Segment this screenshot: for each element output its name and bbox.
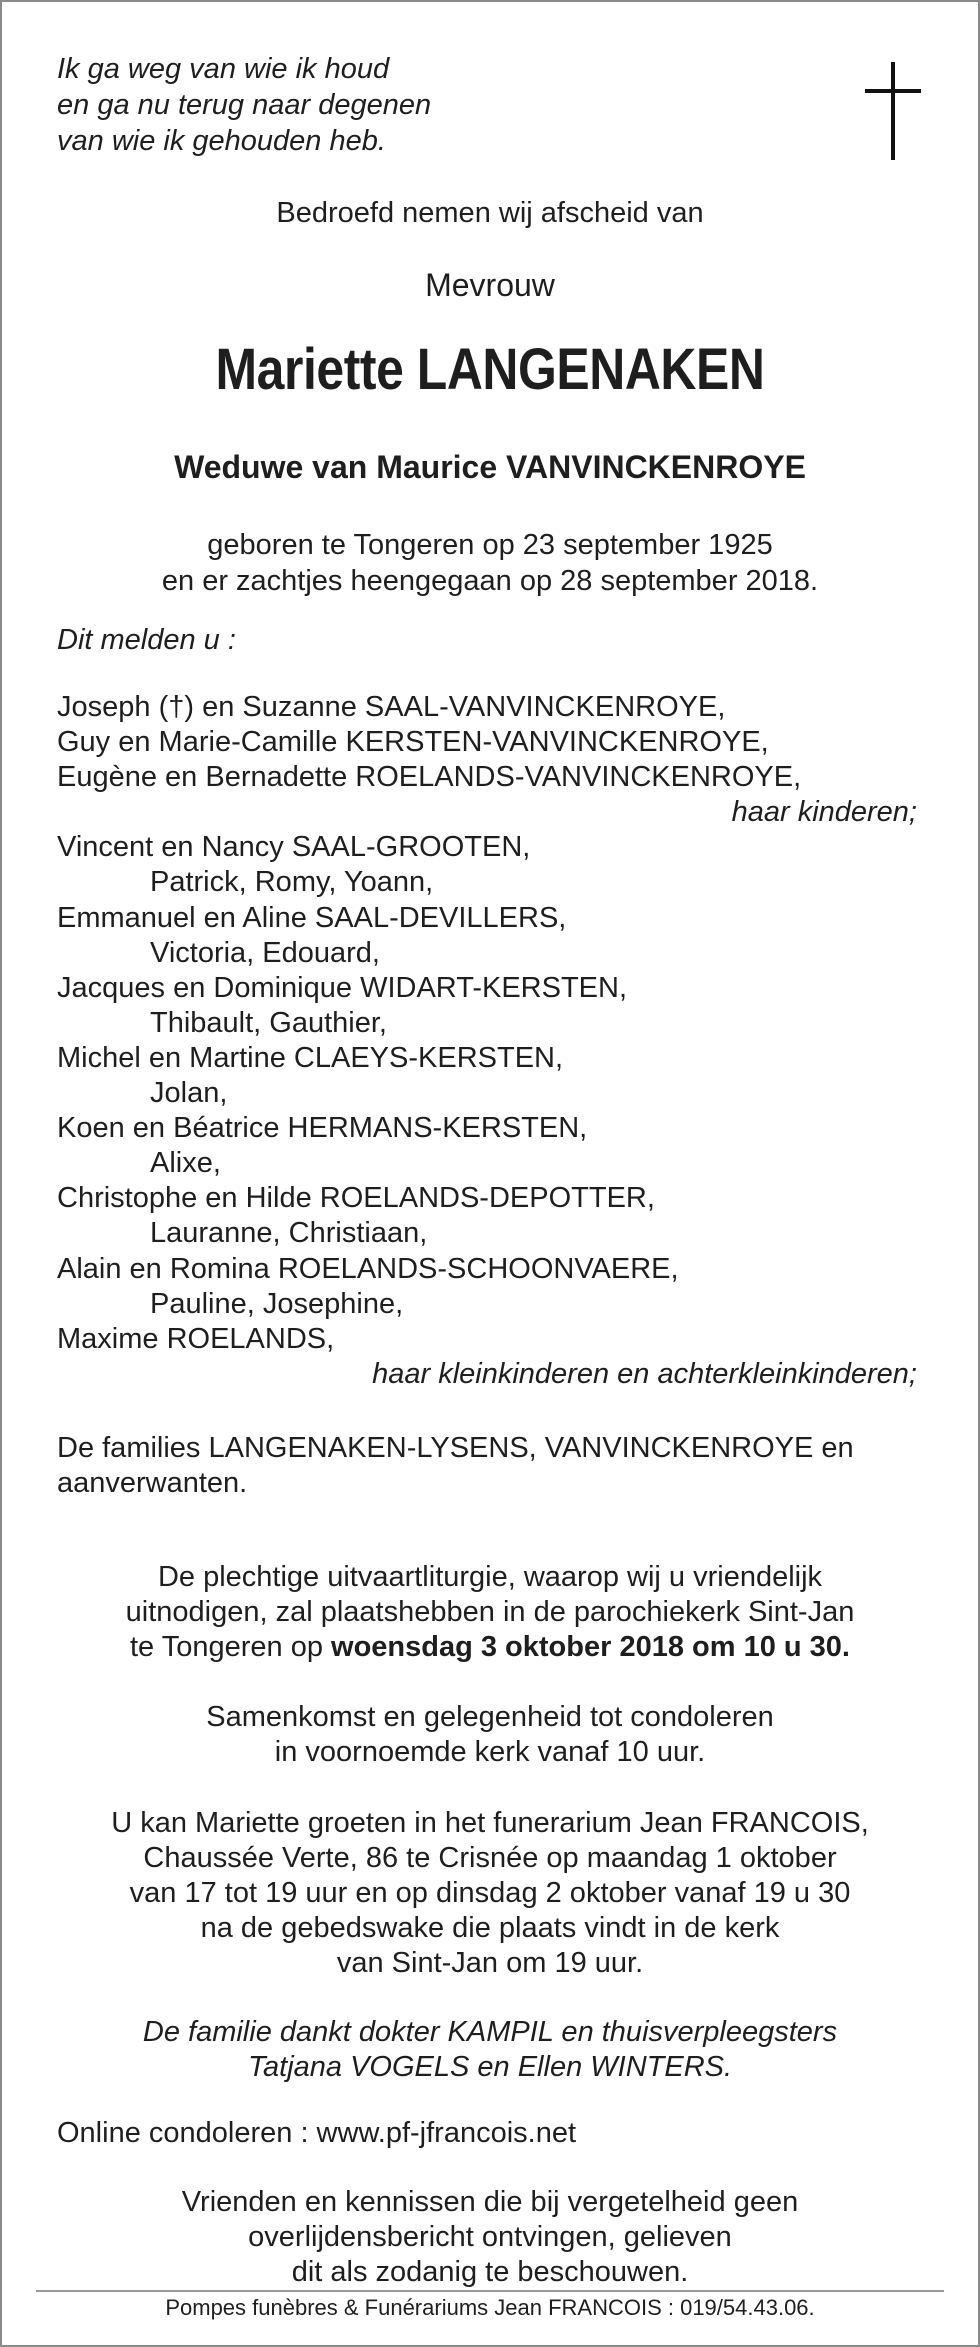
closing-line: dit als zodanig te beschouwen.	[291, 2256, 689, 2288]
lead-text: Bedroefd nemen wij afscheid van	[276, 197, 704, 229]
grandchild-entry: Michel en Martine CLAEYS-KERSTEN,	[57, 1041, 564, 1074]
visit-line: na de gebedswake die plaats vindt in de kerk	[200, 1912, 780, 1944]
children-label: haar kinderen;	[731, 796, 917, 829]
poem-line: van wie ik gehouden heb.	[57, 125, 386, 157]
footer-divider	[36, 2290, 944, 2292]
visit-line: Chaussée Verte, 86 te Crisnée op maandag 1 oktober	[143, 1842, 837, 1874]
birth-line: geboren te Tongeren op 23 september 1925	[207, 529, 773, 561]
closing-line: Vrienden en kennissen die bij vergetelheid geen	[181, 2186, 799, 2218]
visit-line: U kan Mariette groeten in het funerarium Jean FRANCOIS,	[111, 1807, 869, 1839]
families-line: De families LANGENAKEN-LYSENS, VANVINCKENROYE en	[57, 1432, 854, 1464]
grandchild-entry: Jacques en Dominique WIDART-KERSTEN,	[57, 971, 628, 1004]
grandchild-entry: Maxime ROELANDS,	[57, 1322, 335, 1355]
gathering-line: Samenkomst en gelegenheid tot condoleren	[206, 1701, 774, 1733]
death-line: en er zachtjes heengegaan op 28 september 2018.	[161, 565, 819, 597]
footer-funeral-home: Pompes funèbres & Funérariums Jean FRANCOIS : 019/54.43.06.	[165, 2295, 815, 2320]
funeral-line: De plechtige uitvaartliturgie, waarop wij u vriendelijk	[157, 1561, 823, 1593]
poem	[57, 51, 431, 159]
great-grandchild-entry: Jolan,	[150, 1077, 228, 1110]
cross-icon	[865, 62, 921, 160]
grandchild-entry: Alain en Romina ROELANDS-SCHOONVAERE,	[57, 1252, 679, 1285]
life-dates	[0, 527, 980, 599]
honorific: Mevrouw	[425, 267, 555, 303]
closing-line: overlijdensbericht ontvingen, gelieven	[248, 2221, 732, 2253]
families	[57, 1431, 854, 1501]
online-condolences: Online condoleren : www.pf-jfrancois.net	[57, 2117, 577, 2149]
grandchildren-label: haar kleinkinderen en achterkleinkinderen;	[372, 1357, 917, 1390]
funeral-line: uitnodigen, zal plaatshebben in de parochiekerk Sint-Jan	[125, 1596, 855, 1628]
closing-note	[0, 2185, 980, 2290]
funeral-line	[0, 1630, 980, 1665]
grandchild-entry: Christophe en Hilde ROELANDS-DEPOTTER,	[57, 1182, 655, 1215]
child-entry: Guy en Marie-Camille KERSTEN-VANVINCKENROYE,	[57, 726, 769, 759]
child-entry: Joseph (†) en Suzanne SAAL-VANVINCKENROYE,	[57, 691, 726, 723]
intro: Dit melden u :	[57, 624, 236, 656]
thanks-line: Tatjana VOGELS en Ellen WINTERS.	[247, 2051, 733, 2083]
poem-line: Ik ga weg van wie ik houd	[57, 53, 390, 85]
grandchild-entry: Emmanuel en Aline SAAL-DEVILLERS,	[57, 901, 567, 934]
great-grandchild-entry: Patrick, Romy, Yoann,	[150, 866, 434, 899]
child-entry: Eugène en Bernadette ROELANDS-VANVINCKENROYE,	[57, 761, 802, 794]
great-grandchild-entry: Lauranne, Christiaan,	[150, 1217, 428, 1250]
families-line: aanverwanten.	[57, 1467, 248, 1499]
grandchild-entry: Koen en Béatrice HERMANS-KERSTEN,	[57, 1112, 588, 1145]
great-grandchild-entry: Alixe,	[150, 1147, 221, 1180]
funeral-info	[0, 1560, 980, 1665]
gathering-line: in voornoemde kerk vanaf 10 uur.	[274, 1736, 706, 1768]
gathering-info	[0, 1700, 980, 1770]
funeral-datetime: woensdag 3 oktober 2018 om 10 u 30.	[331, 1631, 850, 1663]
poem-line: en ga nu terug naar degenen	[57, 89, 432, 121]
thanks-line: De familie dankt dokter KAMPIL en thuisverpleegsters	[142, 2016, 838, 2048]
great-grandchild-entry: Thibault, Gauthier,	[150, 1006, 387, 1039]
thanks	[0, 2015, 980, 2085]
visit-line: van Sint-Jan om 19 uur.	[336, 1947, 644, 1979]
great-grandchild-entry: Pauline, Josephine,	[150, 1287, 404, 1320]
deceased-name: Mariette LANGENAKEN	[215, 337, 765, 402]
funeral-location: te Tongeren op	[129, 1631, 332, 1663]
visit-line: van 17 tot 19 uur en op dinsdag 2 oktober vanaf 19 u 30	[129, 1877, 851, 1909]
visitation-info	[0, 1806, 980, 1981]
great-grandchild-entry: Victoria, Edouard,	[150, 936, 380, 969]
widow-of: Weduwe van Maurice VANVINCKENROYE	[174, 449, 806, 485]
grandchild-entry: Vincent en Nancy SAAL-GROOTEN,	[57, 831, 531, 864]
mourners-list	[57, 690, 917, 1392]
